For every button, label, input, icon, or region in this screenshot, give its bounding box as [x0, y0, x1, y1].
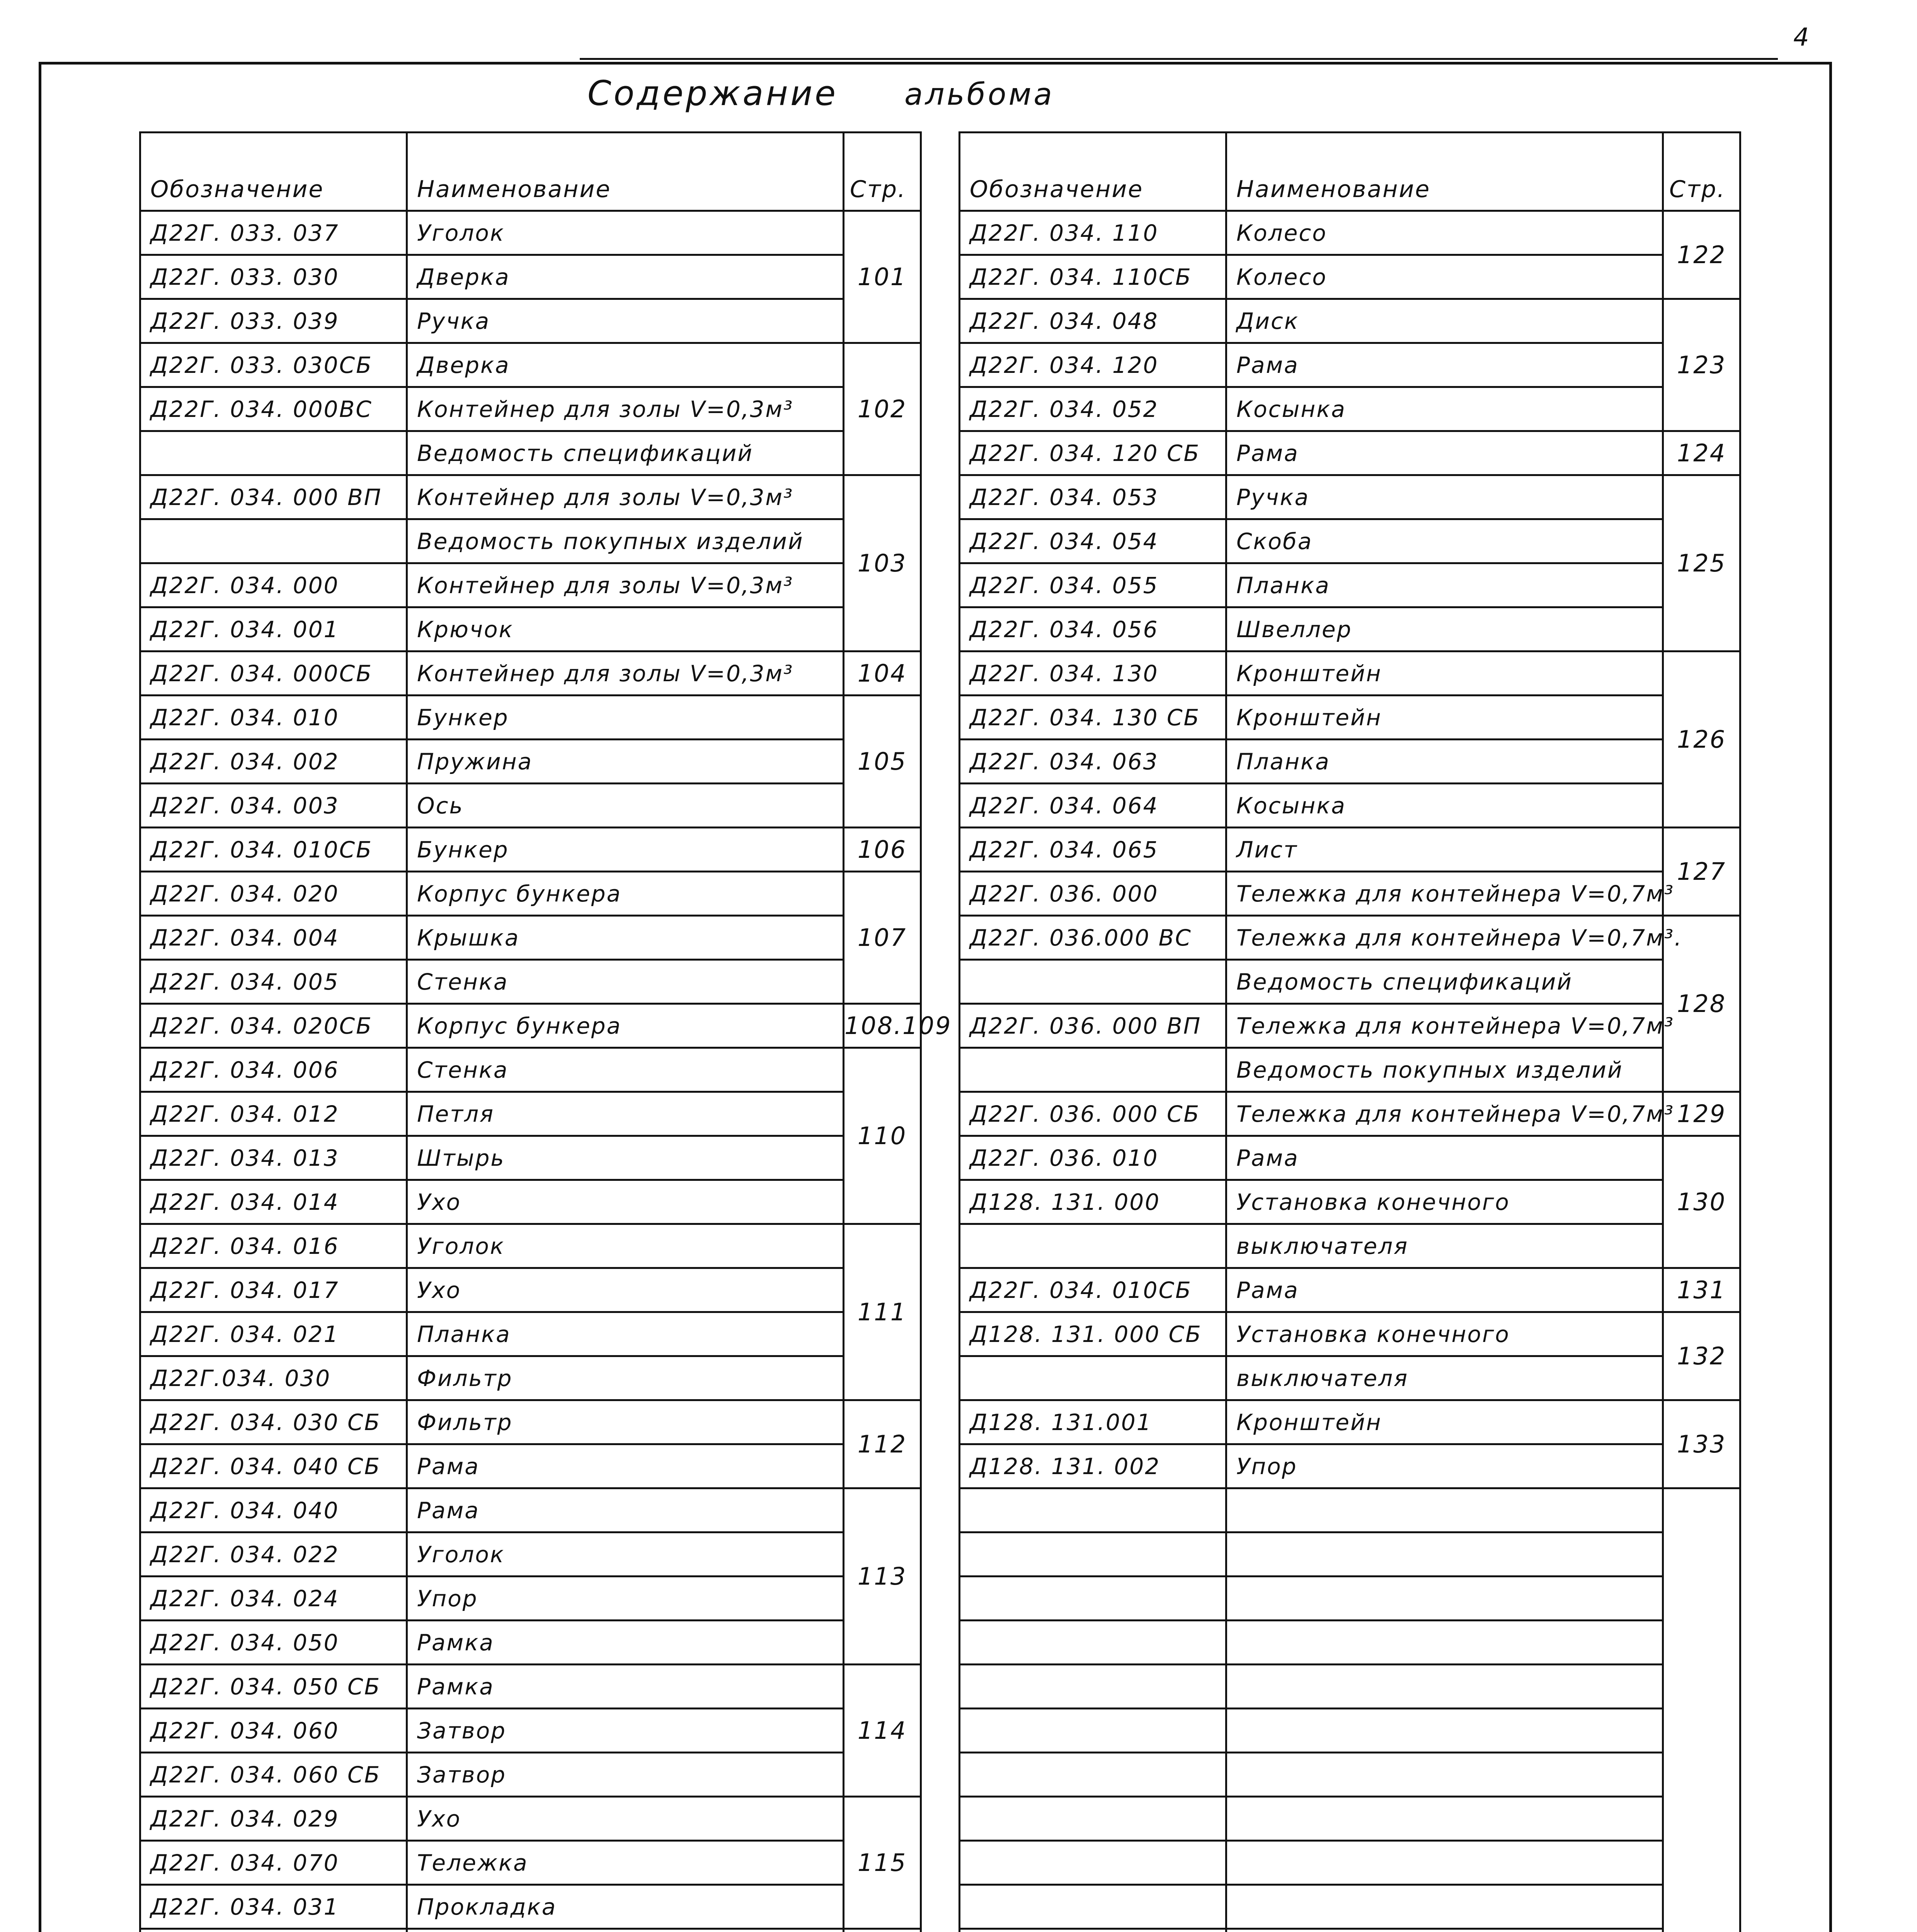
designation-cell: Д22Г.034. 030 [140, 1356, 407, 1400]
empty-cell [1226, 1621, 1663, 1665]
table-row [140, 563, 921, 607]
name-cell: Дверка [407, 255, 844, 299]
empty-cell [960, 1532, 1226, 1577]
designation-cell [140, 1929, 407, 1932]
empty-cell [1663, 1797, 1740, 1841]
name-cell: Тележка для контейнера V=0,7м³ [1226, 1004, 1663, 1048]
designation-cell: Д22Г. 034. 120 СБ [960, 431, 1226, 475]
table-row [140, 1048, 921, 1092]
table-row [960, 828, 1740, 872]
name-cell: Планка [1226, 563, 1663, 607]
designation-cell: Д22Г. 034. 002 [140, 740, 407, 784]
name-cell: Бункер [407, 696, 844, 740]
empty-cell [1226, 1885, 1663, 1929]
name-cell: Штырь [407, 1136, 844, 1180]
name-cell: Ухо [407, 1797, 844, 1841]
page-cell: 127 [1663, 828, 1740, 916]
empty-row [960, 1665, 1740, 1709]
top-rule [580, 58, 1778, 60]
empty-row [960, 1841, 1740, 1885]
designation-cell: Д22Г. 036.000 ВС [960, 916, 1226, 960]
designation-cell: Д22Г. 034. 030 СБ [140, 1400, 407, 1444]
name-cell: Ухо [407, 1268, 844, 1312]
empty-row [960, 1929, 1740, 1932]
table-row [140, 1356, 921, 1400]
designation-cell: Д22Г. 034. 010СБ [960, 1268, 1226, 1312]
empty-row [960, 1709, 1740, 1753]
table-row [960, 563, 1740, 607]
table-row [140, 1885, 921, 1929]
designation-cell: Д22Г. 034. 130 [960, 651, 1226, 696]
name-cell: Рама [407, 1488, 844, 1532]
title-word-1: Содержание [587, 73, 838, 113]
empty-cell [1226, 1532, 1663, 1577]
designation-cell: Д22Г. 034. 005 [140, 960, 407, 1004]
empty-cell [1663, 1929, 1740, 1932]
table-row [140, 1797, 921, 1841]
table-row [960, 1180, 1740, 1224]
designation-cell: Д22Г. 034. 110 [960, 211, 1226, 255]
page-cell: 113 [844, 1488, 921, 1665]
page-cell: 105 [844, 696, 921, 828]
page-cell: 128 [1663, 916, 1740, 1092]
header-name: Наименование [1226, 133, 1663, 211]
empty-cell [1226, 1797, 1663, 1841]
table-row [140, 1709, 921, 1753]
designation-cell: Д22Г. 034. 014 [140, 1180, 407, 1224]
name-cell: Упор [1226, 1444, 1663, 1488]
name-cell: Косынка [1226, 387, 1663, 431]
name-cell: Скоба [1226, 519, 1663, 563]
designation-cell: Д22Г. 034. 055 [960, 563, 1226, 607]
name-cell: Диск [1226, 299, 1663, 343]
empty-cell [960, 1488, 1226, 1532]
page-cell: 106 [844, 828, 921, 872]
table-row [960, 960, 1740, 1004]
page-cell: 107 [844, 872, 921, 1004]
empty-row [960, 1577, 1740, 1621]
designation-cell: Д22Г. 034. 001 [140, 607, 407, 651]
name-cell: Ухо [407, 1180, 844, 1224]
empty-cell [1663, 1885, 1740, 1929]
name-cell: Контейнер для золы V=0,3м³ [407, 475, 844, 519]
name-cell: Тележка для контейнера V=0,7м³ [1226, 1092, 1663, 1136]
name-cell: Рама [1226, 431, 1663, 475]
header-page: Стр. [844, 133, 921, 211]
designation-cell: Д22Г. 034. 029 [140, 1797, 407, 1841]
table-row [960, 211, 1740, 255]
name-cell: Кронштейн [1226, 1400, 1663, 1444]
page-cell: 124 [1663, 431, 1740, 475]
page-cell: 122 [1663, 211, 1740, 299]
designation-cell: Д22Г. 034. 065 [960, 828, 1226, 872]
page-cell: 101 [844, 211, 921, 343]
name-cell: Бункер [407, 828, 844, 872]
designation-cell [140, 519, 407, 563]
name-cell: Контейнер для золы V=0,3м³ [407, 651, 844, 696]
name-cell: Ведомость покупных изделий [407, 519, 844, 563]
designation-cell: Д22Г. 034. 054 [960, 519, 1226, 563]
contents-table-left [139, 131, 952, 1932]
page-cell: 111 [844, 1224, 921, 1400]
table-row [140, 1268, 921, 1312]
table-row [140, 607, 921, 651]
designation-cell: Д22Г. 034. 020СБ [140, 1004, 407, 1048]
designation-cell: Д128. 131. 000 СБ [960, 1312, 1226, 1356]
name-cell: Фильтр [407, 1356, 844, 1400]
empty-cell [1663, 1841, 1740, 1885]
designation-cell: Д22Г. 033. 039 [140, 299, 407, 343]
empty-cell [960, 1709, 1226, 1753]
header-designation: Обозначение [140, 133, 407, 211]
page-cell: 131 [1663, 1268, 1740, 1312]
designation-cell: Д22Г. 034. 000 [140, 563, 407, 607]
table-row [140, 1532, 921, 1577]
name-cell: Уголок [407, 211, 844, 255]
table-header-row [960, 133, 1740, 211]
name-cell: Тележка для контейнера V=0,7м³ [1226, 872, 1663, 916]
empty-cell [960, 1841, 1226, 1885]
designation-cell: Д22Г. 034. 050 СБ [140, 1665, 407, 1709]
table-row [140, 1665, 921, 1709]
empty-cell [960, 1797, 1226, 1841]
table-row [140, 1312, 921, 1356]
page-cell: 123 [1663, 299, 1740, 431]
name-cell: Контейнер для золы V=0,3м³ [407, 387, 844, 431]
table-row [960, 1136, 1740, 1180]
table-row [140, 475, 921, 519]
name-cell: Ось [407, 784, 844, 828]
designation-cell: Д22Г. 034. 060 [140, 1709, 407, 1753]
designation-cell [960, 1224, 1226, 1268]
table-row [960, 1092, 1740, 1136]
name-cell: Фильтр [407, 1400, 844, 1444]
name-cell: Уголок [407, 1532, 844, 1577]
page-cell: 115 [844, 1797, 921, 1929]
name-cell: Уголок [407, 1224, 844, 1268]
name-cell: Затвор [407, 1753, 844, 1797]
header-name: Наименование [407, 133, 844, 211]
designation-cell: Д128. 131.001 [960, 1400, 1226, 1444]
table-row [140, 1621, 921, 1665]
designation-cell: Д22Г. 033. 030 [140, 255, 407, 299]
empty-cell [960, 1753, 1226, 1797]
designation-cell: Д22Г. 034. 024 [140, 1577, 407, 1621]
designation-cell: Д22Г. 034. 010 [140, 696, 407, 740]
empty-cell [1663, 1621, 1740, 1665]
empty-cell [1663, 1753, 1740, 1797]
designation-cell: Д22Г. 034. 003 [140, 784, 407, 828]
name-cell: Планка [1226, 740, 1663, 784]
table-row [140, 960, 921, 1004]
table-row [140, 651, 921, 696]
table-row [960, 916, 1740, 960]
title-word-2: альбома [904, 77, 1055, 112]
designation-cell: Д128. 131. 002 [960, 1444, 1226, 1488]
name-cell: Ведомость покупных изделий [1226, 1048, 1663, 1092]
table-row [140, 1180, 921, 1224]
table-row [140, 1929, 921, 1932]
designation-cell: Д22Г. 034. 021 [140, 1312, 407, 1356]
designation-cell [140, 431, 407, 475]
designation-cell: Д22Г. 034. 064 [960, 784, 1226, 828]
name-cell: Рама [407, 1444, 844, 1488]
table-row [140, 784, 921, 828]
empty-cell [1663, 1709, 1740, 1753]
name-cell: Установка конечного [1226, 1312, 1663, 1356]
table-row [960, 1268, 1740, 1312]
table-row [140, 1444, 921, 1488]
table-row [960, 1400, 1740, 1444]
table-row [960, 1356, 1740, 1400]
name-cell: Рама [1226, 343, 1663, 387]
page-cell: 132 [1663, 1312, 1740, 1400]
table-row [140, 299, 921, 343]
table-row [140, 740, 921, 784]
name-cell: Кронштейн [1226, 651, 1663, 696]
name-cell: Тележка [407, 1841, 844, 1885]
designation-cell: Д22Г. 034. 048 [960, 299, 1226, 343]
table-row [140, 1004, 921, 1048]
table-row [140, 1753, 921, 1797]
name-cell: Тележка для контейнера V=0,7м³. [1226, 916, 1663, 960]
page-cell: 125 [1663, 475, 1740, 651]
table-header-row [140, 133, 921, 211]
designation-cell: Д22Г. 034. 060 СБ [140, 1753, 407, 1797]
table-row [960, 784, 1740, 828]
page-cell: 114 [844, 1665, 921, 1797]
designation-cell: Д22Г. 034. 063 [960, 740, 1226, 784]
page-cell: 104 [844, 651, 921, 696]
table-row [140, 828, 921, 872]
name-cell: выключателя [1226, 1356, 1663, 1400]
table-row [960, 299, 1740, 343]
empty-row [960, 1885, 1740, 1929]
designation-cell: Д22Г. 036. 000 [960, 872, 1226, 916]
table-row [960, 1048, 1740, 1092]
designation-cell: Д22Г. 036. 010 [960, 1136, 1226, 1180]
table-row [960, 1004, 1740, 1048]
table-row [960, 431, 1740, 475]
name-cell: Пружина [407, 740, 844, 784]
table-row [960, 1224, 1740, 1268]
empty-cell [1226, 1929, 1663, 1932]
empty-cell [1226, 1753, 1663, 1797]
name-cell: Контейнер для золы V=0,3м³ [407, 563, 844, 607]
name-cell: Швеллер [1226, 607, 1663, 651]
empty-cell [960, 1885, 1226, 1929]
designation-cell: Д22Г. 034. 006 [140, 1048, 407, 1092]
designation-cell: Д22Г. 034. 040 СБ [140, 1444, 407, 1488]
contents-table-right [958, 131, 1741, 1932]
name-cell: Ведомость спецификаций [1226, 960, 1663, 1004]
empty-cell [1663, 1577, 1740, 1621]
table-row [140, 1400, 921, 1444]
table-row [960, 740, 1740, 784]
table-row [140, 431, 921, 475]
header-page: Стр. [1663, 133, 1740, 211]
empty-row [960, 1621, 1740, 1665]
table-row [140, 519, 921, 563]
name-cell: Косынка [1226, 784, 1663, 828]
name-cell: Прокладка [407, 1885, 844, 1929]
empty-row [960, 1488, 1740, 1532]
table-row [140, 343, 921, 387]
designation-cell: Д22Г. 034. 130 СБ [960, 696, 1226, 740]
empty-cell [1663, 1665, 1740, 1709]
page-cell: 108.109 [844, 1004, 921, 1048]
name-cell: Стенка [407, 1048, 844, 1092]
table-row [960, 872, 1740, 916]
table-row [960, 255, 1740, 299]
name-cell: Рама [1226, 1136, 1663, 1180]
table-row [960, 607, 1740, 651]
table-row [140, 211, 921, 255]
empty-cell [960, 1577, 1226, 1621]
designation-cell: Д22Г. 034. 000СБ [140, 651, 407, 696]
designation-cell: Д22Г. 034. 031 [140, 1885, 407, 1929]
designation-cell: Д22Г. 034. 013 [140, 1136, 407, 1180]
table-row [960, 1312, 1740, 1356]
name-cell: Крышка [407, 916, 844, 960]
table-row [140, 387, 921, 431]
name-cell: Корпус бункера [407, 872, 844, 916]
empty-row [960, 1532, 1740, 1577]
table-row [140, 1136, 921, 1180]
designation-cell: Д22Г. 034. 022 [140, 1532, 407, 1577]
page-cell: 102 [844, 343, 921, 475]
name-cell: Колесо [1226, 255, 1663, 299]
designation-cell: Д22Г. 034. 120 [960, 343, 1226, 387]
name-cell: Затвор [407, 1709, 844, 1753]
designation-cell: Д22Г. 034. 053 [960, 475, 1226, 519]
designation-cell: Д22Г. 034. 010СБ [140, 828, 407, 872]
name-cell: Дверка [407, 343, 844, 387]
name-cell: выключателя [1226, 1224, 1663, 1268]
empty-cell [1226, 1488, 1663, 1532]
name-cell: Ведомость спецификаций [407, 431, 844, 475]
name-cell: Упор [407, 1577, 844, 1621]
designation-cell: Д22Г. 034. 040 [140, 1488, 407, 1532]
empty-cell [960, 1665, 1226, 1709]
designation-cell: Д22Г. 036. 000 ВП [960, 1004, 1226, 1048]
table-row [140, 255, 921, 299]
page-cell: 130 [1663, 1136, 1740, 1268]
designation-cell: Д22Г. 034. 017 [140, 1268, 407, 1312]
header-designation: Обозначение [960, 133, 1226, 211]
designation-cell: Д22Г. 034. 070 [140, 1841, 407, 1885]
empty-row [960, 1797, 1740, 1841]
page-cell: 133 [1663, 1400, 1740, 1488]
name-cell [407, 1929, 844, 1932]
page-cell: 110 [844, 1048, 921, 1224]
designation-cell: Д22Г. 034. 012 [140, 1092, 407, 1136]
table-row [140, 1488, 921, 1532]
name-cell: Рамка [407, 1665, 844, 1709]
table-row [960, 1444, 1740, 1488]
empty-row [960, 1753, 1740, 1797]
name-cell: Петля [407, 1092, 844, 1136]
name-cell: Корпус бункера [407, 1004, 844, 1048]
empty-cell [1663, 1532, 1740, 1577]
empty-cell [960, 1929, 1226, 1932]
empty-cell [1226, 1709, 1663, 1753]
table-row [960, 387, 1740, 431]
table-row [140, 1841, 921, 1885]
table-row [140, 1577, 921, 1621]
designation-cell: Д22Г. 033. 030СБ [140, 343, 407, 387]
designation-cell: Д22Г. 036. 000 СБ [960, 1092, 1226, 1136]
table-row [960, 696, 1740, 740]
name-cell: Стенка [407, 960, 844, 1004]
table-row [140, 916, 921, 960]
page-cell [844, 1929, 921, 1932]
page-cell: 129 [1663, 1092, 1740, 1136]
designation-cell: Д22Г. 034. 000ВС [140, 387, 407, 431]
designation-cell: Д22Г. 034. 052 [960, 387, 1226, 431]
table-row [960, 343, 1740, 387]
page-cell: 103 [844, 475, 921, 651]
empty-cell [1663, 1488, 1740, 1532]
name-cell: Ручка [1226, 475, 1663, 519]
designation-cell [960, 1048, 1226, 1092]
designation-cell: Д22Г. 034. 110СБ [960, 255, 1226, 299]
name-cell: Установка конечного [1226, 1180, 1663, 1224]
designation-cell [960, 1356, 1226, 1400]
table-row [140, 1092, 921, 1136]
empty-cell [1226, 1577, 1663, 1621]
table-row [140, 1224, 921, 1268]
name-cell: Кронштейн [1226, 696, 1663, 740]
designation-cell: Д22Г. 034. 000 ВП [140, 475, 407, 519]
table-row [960, 651, 1740, 696]
table-row [140, 696, 921, 740]
name-cell: Планка [407, 1312, 844, 1356]
empty-cell [960, 1621, 1226, 1665]
sheet-number: 4 [1793, 23, 1811, 52]
name-cell: Рама [1226, 1268, 1663, 1312]
name-cell: Ручка [407, 299, 844, 343]
page-cell: 112 [844, 1400, 921, 1488]
designation-cell: Д128. 131. 000 [960, 1180, 1226, 1224]
table-row [140, 872, 921, 916]
designation-cell: Д22Г. 034. 056 [960, 607, 1226, 651]
designation-cell [960, 960, 1226, 1004]
page-cell: 126 [1663, 651, 1740, 828]
name-cell: Лист [1226, 828, 1663, 872]
designation-cell: Д22Г. 034. 050 [140, 1621, 407, 1665]
table-row [960, 519, 1740, 563]
name-cell: Рамка [407, 1621, 844, 1665]
empty-cell [1226, 1841, 1663, 1885]
name-cell: Колесо [1226, 211, 1663, 255]
designation-cell: Д22Г. 033. 037 [140, 211, 407, 255]
table-row [960, 475, 1740, 519]
designation-cell: Д22Г. 034. 004 [140, 916, 407, 960]
name-cell: Крючок [407, 607, 844, 651]
designation-cell: Д22Г. 034. 016 [140, 1224, 407, 1268]
empty-cell [1226, 1665, 1663, 1709]
designation-cell: Д22Г. 034. 020 [140, 872, 407, 916]
